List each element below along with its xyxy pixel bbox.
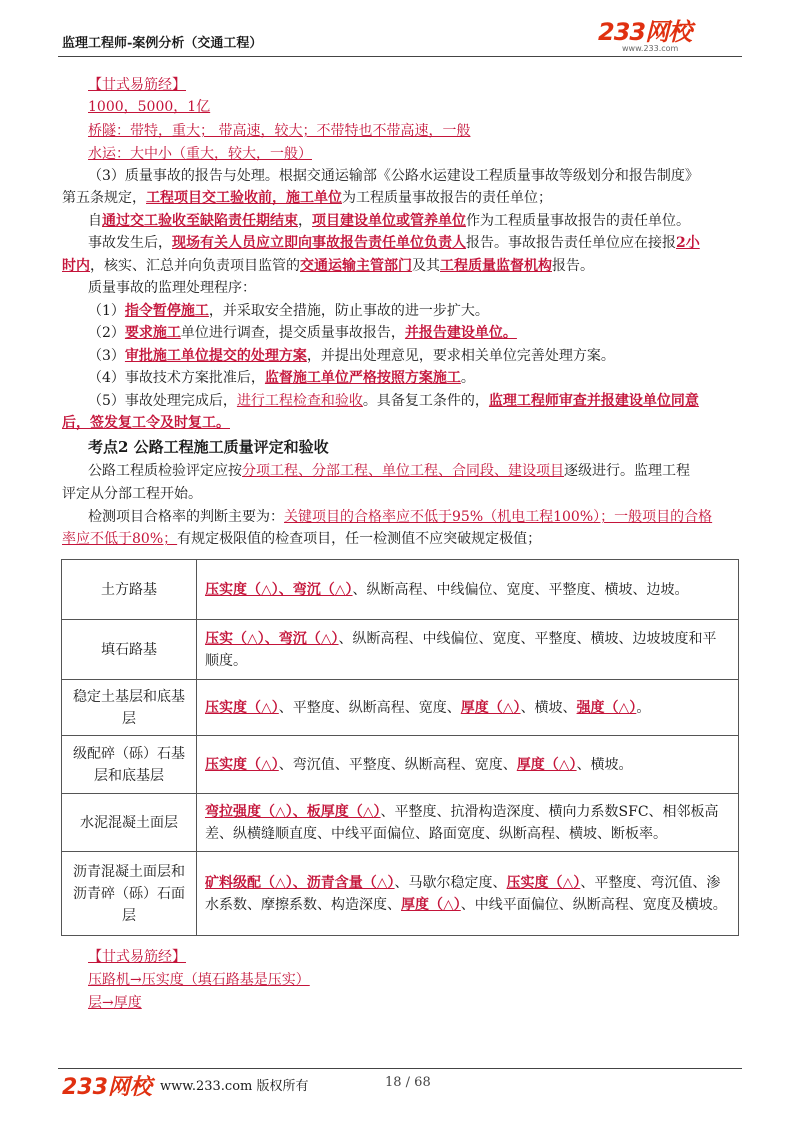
mnemonic-line: 桥隧：带特，重大； 带高速，较大；不带特也不带高速，一般 bbox=[88, 123, 471, 139]
table-row-name: 沥青混凝土面层和沥青碎（砾）石面层 bbox=[62, 852, 197, 936]
paragraph-line: （3）质量事故的报告与处理。根据交通运输部《公路水运建设工程质量事故等级划分和报告制度》 bbox=[88, 168, 699, 184]
footer-copyright: www.233.com 版权所有 bbox=[160, 1079, 309, 1094]
step-item-continued: 后，签发复工令及时复工。 bbox=[62, 415, 230, 431]
paragraph-line: 公路工程质检验评定应按分项工程、分部工程、单位工程、合同段、建设项目逐级进行。监理工程 bbox=[88, 463, 690, 479]
paragraph-line: 第五条规定，工程项目交工验收前，施工单位为工程质量事故报告的责任单位； bbox=[62, 190, 552, 206]
table-row bbox=[62, 736, 739, 794]
mnemonic-line: 水运：大中小（重大，较大，一般） bbox=[88, 146, 312, 162]
footer-divider bbox=[58, 1068, 742, 1069]
paragraph-line: 质量事故的监理处理程序： bbox=[88, 280, 256, 296]
table-row-name: 级配碎（砾）石基层和底基层 bbox=[62, 736, 197, 794]
paragraph-line: 自通过交工验收至缺陷责任期结束，项目建设单位或管养单位作为工程质量事故报告的责任单位。 bbox=[88, 213, 690, 229]
mnemonic-line: 压路机→压实度（填石路基是压实） bbox=[88, 972, 310, 988]
paragraph-line: 事故发生后，现场有关人员应立即向事故报告责任单位负责人报告。事故报告责任单位应在接报2小 bbox=[88, 235, 700, 251]
table-row bbox=[62, 852, 739, 936]
footer-logo[interactable]: 233网校 bbox=[62, 1075, 152, 1100]
table-row-items: 弯拉强度（△）、板厚度（△）、平整度、抗滑构造深度、横向力系数SFC、相邻板高差、纵横缝顺直度、中线平面偏位、路面宽度、纵断高程、横坡、断板率。 bbox=[197, 794, 739, 852]
step-item: （2）要求施工单位进行调查，提交质量事故报告，并报告建设单位。 bbox=[88, 325, 517, 341]
mnemonic-line: 1000，5000，1亿 bbox=[88, 99, 211, 115]
table-row bbox=[62, 620, 739, 680]
page-number: 18 / 68 bbox=[385, 1075, 431, 1090]
table-row-items: 压实度（△）、平整度、纵断高程、宽度、厚度（△）、横坡、强度（△）。 bbox=[197, 680, 739, 736]
logo-text: 233网校 bbox=[598, 18, 692, 46]
paragraph-line: 评定从分部工程开始。 bbox=[62, 486, 202, 502]
paragraph-line: 检测项目合格率的判断主要为：关键项目的合格率应不低于95%（机电工程100%）；一般项目的合格 bbox=[88, 509, 713, 525]
paragraph-line: 时内，核实、汇总并向负责项目监管的交通运输主管部门及其工程质量监督机构报告。 bbox=[62, 258, 594, 274]
header-divider bbox=[58, 56, 742, 57]
header-title: 监理工程师-案例分析（交通工程） bbox=[62, 36, 263, 51]
table-row-name: 稳定土基层和底基层 bbox=[62, 680, 197, 736]
section-heading: 考点2 公路工程施工质量评定和验收 bbox=[88, 438, 329, 456]
mnemonic-line: 层→厚度 bbox=[88, 995, 142, 1011]
table-row-items: 压实度（△）、弯沉值、平整度、纵断高程、宽度、厚度（△）、横坡。 bbox=[197, 736, 739, 794]
table-row-name: 水泥混凝土面层 bbox=[62, 794, 197, 852]
mnemonic-label: 【廿式易筋经】 bbox=[88, 77, 186, 93]
table-row-items: 矿料级配（△）、沥青含量（△）、马歇尔稳定度、压实度（△）、平整度、弯沉值、渗水系数、摩擦系数、构造深度、厚度（△）、中线平面偏位、纵断高程、宽度及横坡。 bbox=[197, 852, 739, 936]
table-row-name: 土方路基 bbox=[62, 560, 197, 620]
brand-logo[interactable] bbox=[598, 20, 738, 56]
step-item: （5）事故处理完成后，进行工程检查和验收。具备复工条件的，监理工程师审查并报建设单位同意 bbox=[88, 393, 699, 409]
table-row bbox=[62, 680, 739, 736]
step-item: （1）指令暂停施工，并采取安全措施，防止事故的进一步扩大。 bbox=[88, 303, 489, 319]
table-row bbox=[62, 794, 739, 852]
table-row-items: 压实（△）、弯沉（△）、纵断高程、中线偏位、宽度、平整度、横坡、边坡坡度和平顺度。 bbox=[197, 620, 739, 680]
paragraph-line: 率应不低于80%；有规定极限值的检查项目，任一检测值不应突破规定极值； bbox=[62, 531, 542, 547]
step-item: （3）审批施工单位提交的处理方案，并提出处理意见，要求相关单位完善处理方案。 bbox=[88, 348, 615, 364]
table-row-items: 压实度（△）、弯沉（△）、纵断高程、中线偏位、宽度、平整度、横坡、边坡。 bbox=[197, 560, 739, 620]
inspection-items-table bbox=[61, 559, 739, 936]
table-row-name: 填石路基 bbox=[62, 620, 197, 680]
mnemonic-label: 【廿式易筋经】 bbox=[88, 949, 186, 965]
table-row bbox=[62, 560, 739, 620]
logo-url: www.233.com bbox=[622, 44, 679, 53]
step-item: （4）事故技术方案批准后，监督施工单位严格按照方案施工。 bbox=[88, 370, 475, 386]
